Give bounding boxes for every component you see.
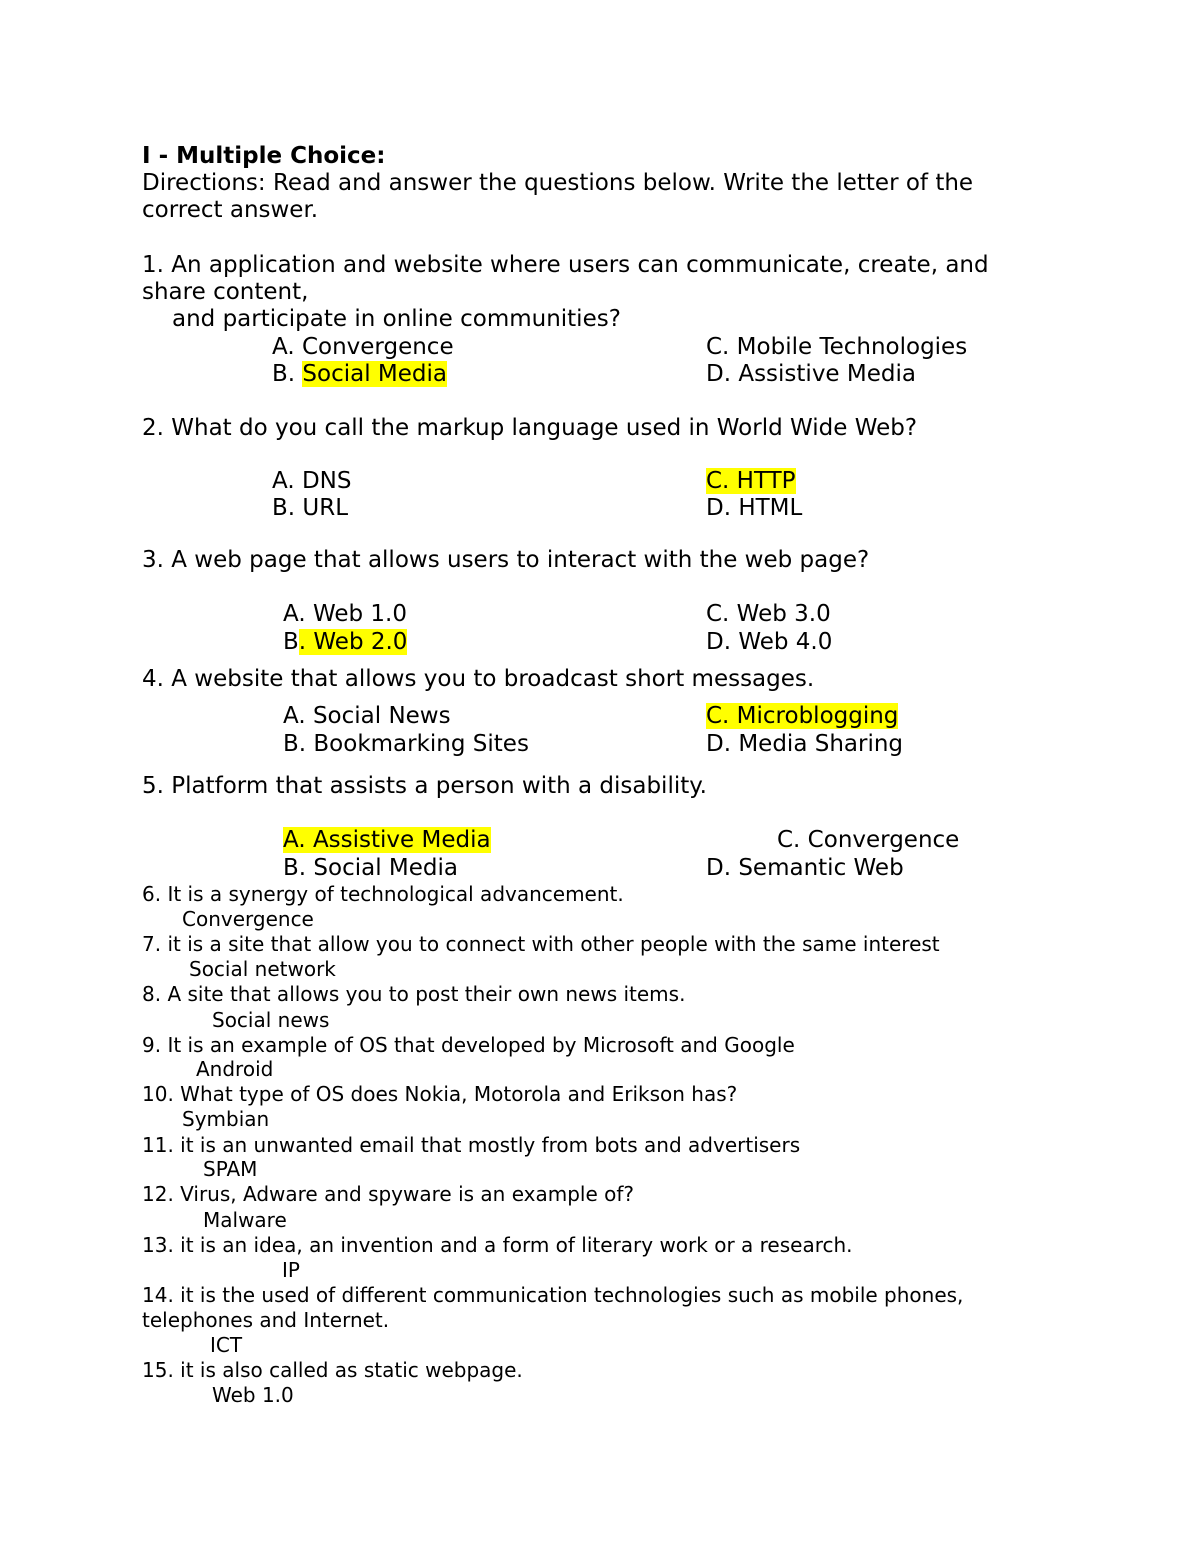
question-3-option-c: C. Web 3.0 <box>706 601 831 627</box>
item-6-question: 6. It is a synergy of technological advancement. <box>142 882 624 906</box>
item-13-answer: IP <box>282 1258 300 1282</box>
question-1-text-line-1: 1. An application and website where users can communicate, create, and <box>142 252 989 278</box>
item-13-question: 13. it is an idea, an invention and a form of literary work or a research. <box>142 1233 853 1257</box>
question-2-option-d: D. HTML <box>706 495 803 521</box>
item-9-question: 9. It is an example of OS that developed by Microsoft and Google <box>142 1033 795 1057</box>
item-8-question: 8. A site that allows you to post their own news items. <box>142 982 686 1006</box>
item-12-answer: Malware <box>203 1208 287 1232</box>
option-b-letter: B. <box>272 361 303 387</box>
question-4-text: 4. A website that allows you to broadcast short messages. <box>142 666 815 692</box>
question-2-option-a: A. DNS <box>272 468 352 494</box>
question-1-option-c: C. Mobile Technologies <box>706 334 968 360</box>
section-title: I - Multiple Choice: <box>142 143 386 169</box>
question-3-option-a: A. Web 1.0 <box>283 601 407 627</box>
question-5-option-c: C. Convergence <box>777 827 960 853</box>
question-1-option-b <box>272 360 447 388</box>
item-10-question: 10. What type of OS does Nokia, Motorola and Erikson has? <box>142 1082 738 1106</box>
item-11-answer: SPAM <box>203 1157 258 1181</box>
question-5-text: 5. Platform that assists a person with a disability. <box>142 773 707 799</box>
item-9-answer: Android <box>196 1057 274 1081</box>
question-1-text-line-2: share content, <box>142 279 309 305</box>
question-2-option-b: B. URL <box>272 495 349 521</box>
item-11-question: 11. it is an unwanted email that mostly from bots and advertisers <box>142 1133 801 1157</box>
item-14-answer: ICT <box>210 1333 243 1357</box>
directions-line-1: Directions: Read and answer the questions below. Write the letter of the <box>142 170 974 196</box>
question-5-option-a <box>283 826 491 854</box>
highlighted-answer: A. Assistive Media <box>283 827 491 853</box>
item-7-answer: Social network <box>189 957 336 981</box>
question-2-option-c <box>706 467 796 495</box>
item-7-question: 7. it is a site that allow you to connect with other people with the same interest <box>142 932 940 956</box>
question-4-option-c <box>706 702 898 730</box>
question-3-text: 3. A web page that allows users to interact with the web page? <box>142 547 870 573</box>
option-b-letter: B <box>283 629 299 655</box>
item-14-question-line-2: telephones and Internet. <box>142 1308 390 1332</box>
question-1-option-d: D. Assistive Media <box>706 361 916 387</box>
item-15-answer: Web 1.0 <box>212 1383 294 1407</box>
question-3-option-b <box>283 628 407 656</box>
highlighted-answer: Social Media <box>302 361 447 387</box>
item-6-answer: Convergence <box>182 907 314 931</box>
item-15-question: 15. it is also called as static webpage. <box>142 1358 523 1382</box>
item-12-question: 12. Virus, Adware and spyware is an example of? <box>142 1182 635 1206</box>
highlighted-answer: . Web 2.0 <box>298 629 408 655</box>
question-5-option-b: B. Social Media <box>283 855 458 881</box>
question-2-text: 2. What do you call the markup language used in World Wide Web? <box>142 415 918 441</box>
question-4-option-b: B. Bookmarking Sites <box>283 731 529 757</box>
question-3-option-d: D. Web 4.0 <box>706 629 833 655</box>
item-8-answer: Social news <box>212 1008 330 1032</box>
highlighted-answer: C. HTTP <box>706 468 796 494</box>
item-14-question-line-1: 14. it is the used of different communication technologies such as mobile phones, <box>142 1283 964 1307</box>
question-4-option-d: D. Media Sharing <box>706 731 904 757</box>
question-1-option-a: A. Convergence <box>272 334 454 360</box>
directions-line-2: correct answer. <box>142 197 319 223</box>
question-4-option-a: A. Social News <box>283 703 451 729</box>
question-1-text-line-3: and participate in online communities? <box>172 306 621 332</box>
item-10-answer: Symbian <box>182 1107 270 1131</box>
question-5-option-d: D. Semantic Web <box>706 855 904 881</box>
highlighted-answer: C. Microblogging <box>706 703 899 729</box>
